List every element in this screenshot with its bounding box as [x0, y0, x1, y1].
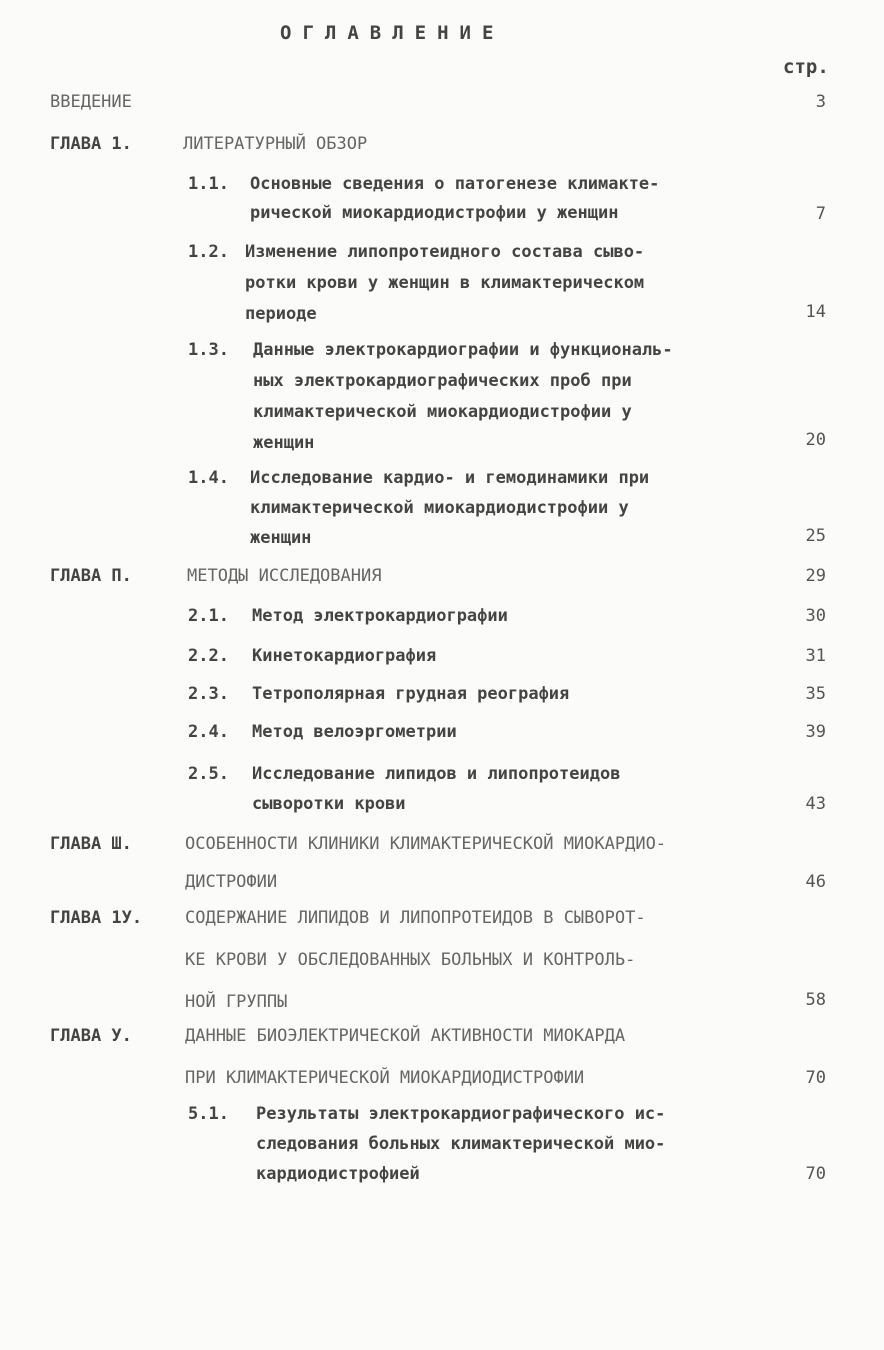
toc-entry-number: 2.2. — [188, 646, 229, 666]
toc-page-number: 31 — [805, 646, 826, 666]
page-column-header: стр. — [783, 56, 829, 78]
toc-entry-title-line: климактерической миокардиодистрофии у — [253, 402, 632, 422]
toc-entry-number: 1.1. — [188, 174, 229, 194]
toc-entry-number: ГЛАВА П. — [50, 566, 132, 586]
toc-entry-title-line: Изменение липопротеидного состава сыво- — [245, 242, 645, 262]
toc-entry-title-line: Данные электрокардиографии и функциональ- — [253, 340, 673, 360]
toc-page-number: 20 — [805, 430, 826, 450]
toc-entry-title-line: климактерической миокардиодистрофии у — [250, 498, 629, 518]
toc-entry-number: ГЛАВА 1. — [50, 134, 132, 154]
toc-entry-title-line: сыворотки крови — [252, 794, 406, 814]
toc-entry-title-line: женщин — [250, 528, 312, 548]
toc-page-number: 43 — [805, 794, 826, 814]
toc-page-number: 14 — [805, 302, 826, 322]
toc-entry-number: 2.4. — [188, 722, 229, 742]
toc-entry-title-line: женщин — [253, 433, 315, 453]
toc-page-number: 35 — [805, 684, 826, 704]
toc-entry-number: 2.1. — [188, 606, 229, 626]
toc-entry-title-line: ЛИТЕРАТУРНЫЙ ОБЗОР — [183, 134, 368, 154]
page-title: ОГЛАВЛЕНИЕ — [280, 22, 505, 44]
toc-entry-title-line: следования больных климактерической мио- — [256, 1134, 666, 1154]
toc-page-number: 3 — [815, 92, 826, 112]
toc-entry-title-line: ОСОБЕННОСТИ КЛИНИКИ КЛИМАКТЕРИЧЕСКОЙ МИОКАРДИО- — [185, 834, 667, 854]
toc-page-number: 70 — [805, 1164, 826, 1184]
toc-entry-title-line: ДИСТРОФИИ — [185, 872, 278, 892]
toc-entry-title-line: Метод электрокардиографии — [252, 606, 508, 626]
toc-entry-number: ГЛАВА 1У. — [50, 908, 143, 928]
toc-entry-number: 5.1. — [188, 1104, 229, 1124]
toc-entry-title-line: НОЙ ГРУППЫ — [185, 992, 288, 1012]
toc-entry-title-line: рической миокардиодистрофии у женщин — [250, 203, 619, 223]
toc-entry-title-line: ВВЕДЕНИЕ — [50, 92, 132, 112]
toc-entry-title-line: Тетрополярная грудная реография — [252, 684, 570, 704]
toc-page-number: 25 — [805, 526, 826, 546]
toc-entry-title-line: КЕ КРОВИ У ОБСЛЕДОВАННЫХ БОЛЬНЫХ И КОНТРОЛЬ- — [185, 950, 636, 970]
toc-entry-number: 1.3. — [188, 340, 229, 360]
toc-entry-title-line: Исследование кардио- и гемодинамики при — [250, 468, 650, 488]
toc-page-number: 58 — [805, 990, 826, 1010]
toc-entry-number: ГЛАВА Ш. — [50, 834, 132, 854]
toc-entry-title-line: ротки крови у женщин в климактерическом — [245, 273, 645, 293]
toc-entry-number: ГЛАВА У. — [50, 1026, 132, 1046]
toc-page-number: 7 — [815, 204, 826, 224]
toc-entry-number: 1.2. — [188, 242, 229, 262]
toc-page-number: 30 — [805, 606, 826, 626]
toc-entry-number: 2.5. — [188, 764, 229, 784]
toc-page-number: 46 — [805, 872, 826, 892]
toc-entry-title-line: ных электрокардиографических проб при — [253, 371, 632, 391]
toc-entry-title-line: периоде — [245, 304, 317, 324]
toc-entry-number: 1.4. — [188, 468, 229, 488]
toc-entry-title-line: Исследование липидов и липопротеидов — [252, 764, 621, 784]
toc-entry-title-line: МЕТОДЫ ИССЛЕДОВАНИЯ — [187, 566, 382, 586]
toc-page-number: 70 — [805, 1068, 826, 1088]
toc-entry-title-line: Результаты электрокардиографического ис- — [256, 1104, 666, 1124]
toc-entry-title-line: СОДЕРЖАНИЕ ЛИПИДОВ И ЛИПОПРОТЕИДОВ В СЫВОРОТ- — [185, 908, 646, 928]
toc-entry-title-line: Кинетокардиография — [252, 646, 437, 666]
toc-entry-title-line: ПРИ КЛИМАКТЕРИЧЕСКОЙ МИОКАРДИОДИСТРОФИИ — [185, 1068, 585, 1088]
toc-entry-title-line: ДАННЫЕ БИОЭЛЕКТРИЧЕСКОЙ АКТИВНОСТИ МИОКАРДА — [185, 1026, 626, 1046]
toc-page-number: 29 — [805, 566, 826, 586]
toc-entry-title-line: Метод велоэргометрии — [252, 722, 457, 742]
toc-entry-title-line: Основные сведения о патогенезе климакте- — [250, 174, 660, 194]
toc-entry-number: 2.3. — [188, 684, 229, 704]
toc-page-number: 39 — [805, 722, 826, 742]
toc-entry-title-line: кардиодистрофией — [256, 1164, 420, 1184]
